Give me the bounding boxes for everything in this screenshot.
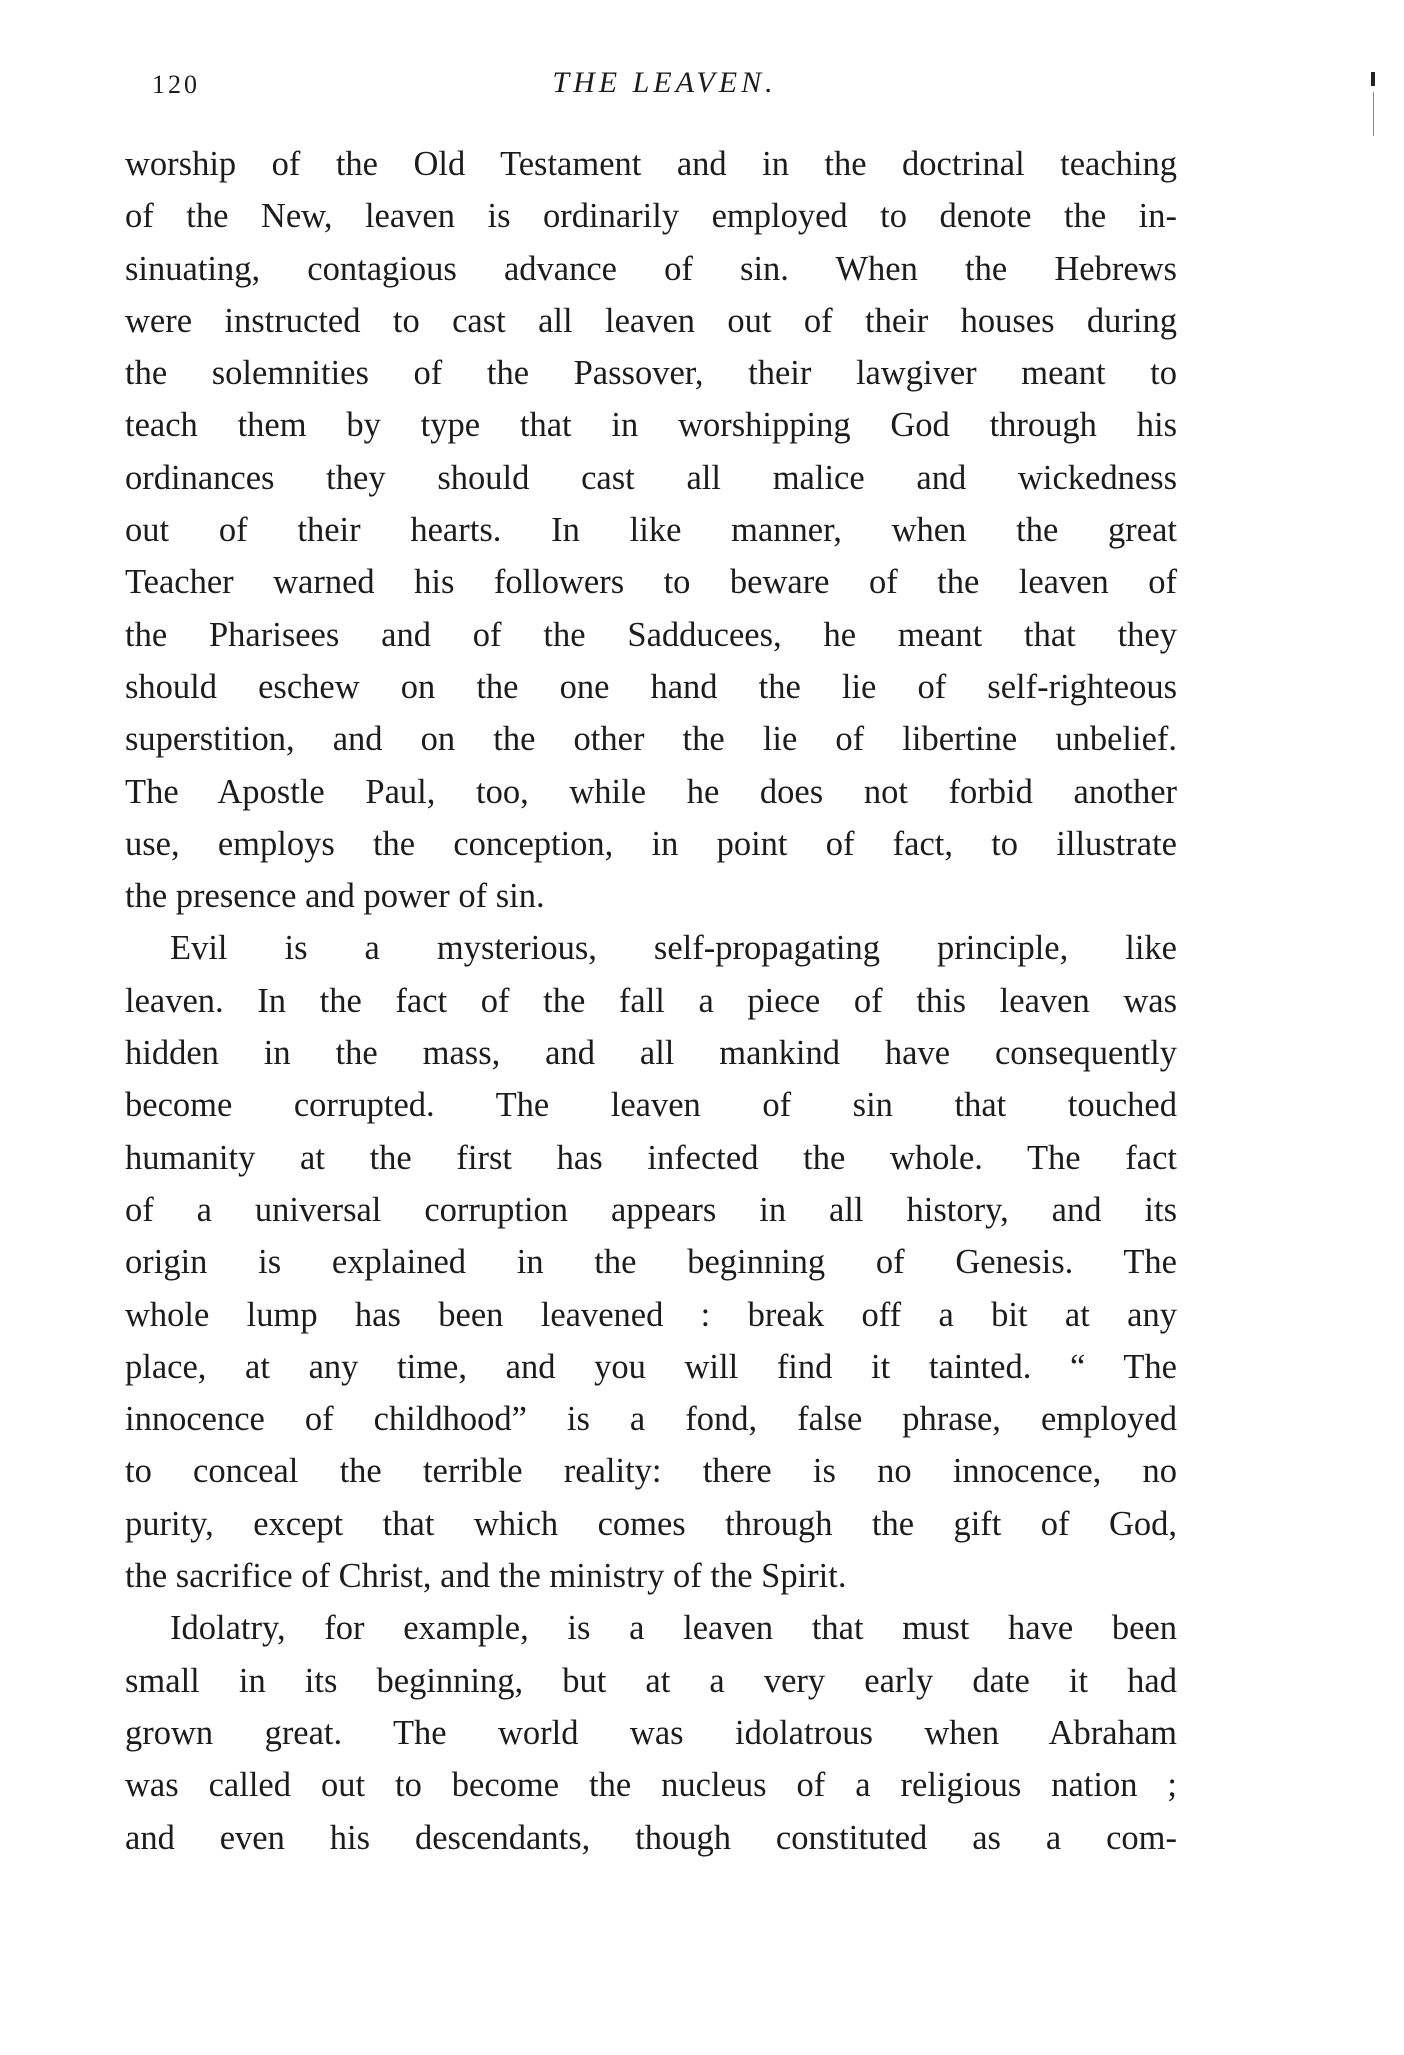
text-line: worship of the Old Testament and in the doctrinal teaching <box>125 145 1177 183</box>
body-text <box>125 138 1177 1864</box>
text-line: to conceal the terrible reality: there is no innocence, no <box>125 1452 1177 1491</box>
text-line: the Pharisees and of the Sadducees, he meant that they <box>125 615 1177 654</box>
text-line: the presence and power of sin. <box>125 877 545 916</box>
text-line: of the New, leaven is ordinarily employed to denote the in- <box>125 197 1177 236</box>
edge-line <box>1373 92 1374 136</box>
paragraph <box>125 922 1177 1602</box>
text-line: The Apostle Paul, too, while he does not forbid another <box>125 772 1177 811</box>
text-line: teach them by type that in worshipping God through his <box>125 406 1177 445</box>
text-line: hidden in the mass, and all mankind have consequently <box>125 1034 1177 1073</box>
text-line: leaven. In the fact of the fall a piece of this leaven was <box>125 981 1177 1020</box>
running-title: THE LEAVEN. <box>552 66 777 99</box>
text-line: superstition, and on the other the lie of libertine unbelief. <box>125 720 1177 759</box>
text-line: humanity at the first has infected the whole. The fact <box>125 1138 1177 1177</box>
running-head <box>152 66 1177 106</box>
text-line: ordinances they should cast all malice and wickedness <box>125 458 1177 497</box>
page-number: 120 <box>152 70 200 99</box>
text-line: Evil is a mysterious, self-propagating principle, like <box>170 929 1177 968</box>
text-line: of a universal corruption appears in all history, and its <box>125 1190 1177 1229</box>
text-line: the sacrifice of Christ, and the ministry of the Spirit. <box>125 1557 847 1596</box>
edge-mark <box>1371 72 1375 86</box>
text-line: the solemnities of the Passover, their lawgiver meant to <box>125 354 1177 393</box>
text-line: sinuating, contagious advance of sin. When the Hebrews <box>125 249 1177 288</box>
text-line: place, at any time, and you will find it tainted. “ The <box>125 1347 1177 1386</box>
text-line: use, employs the conception, in point of fact, to illustrate <box>125 824 1177 863</box>
text-line: out of their hearts. In like manner, when the great <box>125 511 1177 550</box>
paragraph <box>125 138 1177 922</box>
text-line: purity, except that which comes through the gift of God, <box>125 1504 1177 1543</box>
paragraph <box>125 1602 1177 1863</box>
text-line: origin is explained in the beginning of Genesis. The <box>125 1243 1177 1282</box>
text-line: should eschew on the one hand the lie of self-righteous <box>125 667 1177 706</box>
text-line: innocence of childhood” is a fond, false phrase, employed <box>125 1400 1177 1439</box>
text-line: grown great. The world was idolatrous when Abraham <box>125 1713 1177 1752</box>
text-line: were instructed to cast all leaven out of their houses during <box>125 301 1177 340</box>
text-line: become corrupted. The leaven of sin that touched <box>125 1086 1177 1125</box>
text-line: Idolatry, for example, is a leaven that must have been <box>170 1609 1177 1648</box>
text-line: whole lump has been leavened : break off a bit at any <box>125 1295 1177 1334</box>
text-line: was called out to become the nucleus of a religious nation ; <box>125 1766 1177 1805</box>
text-line: small in its beginning, but at a very early date it had <box>125 1661 1177 1700</box>
text-line: Teacher warned his followers to beware of the leaven of <box>125 563 1177 602</box>
text-line: and even his descendants, though constituted as a com- <box>125 1818 1177 1857</box>
